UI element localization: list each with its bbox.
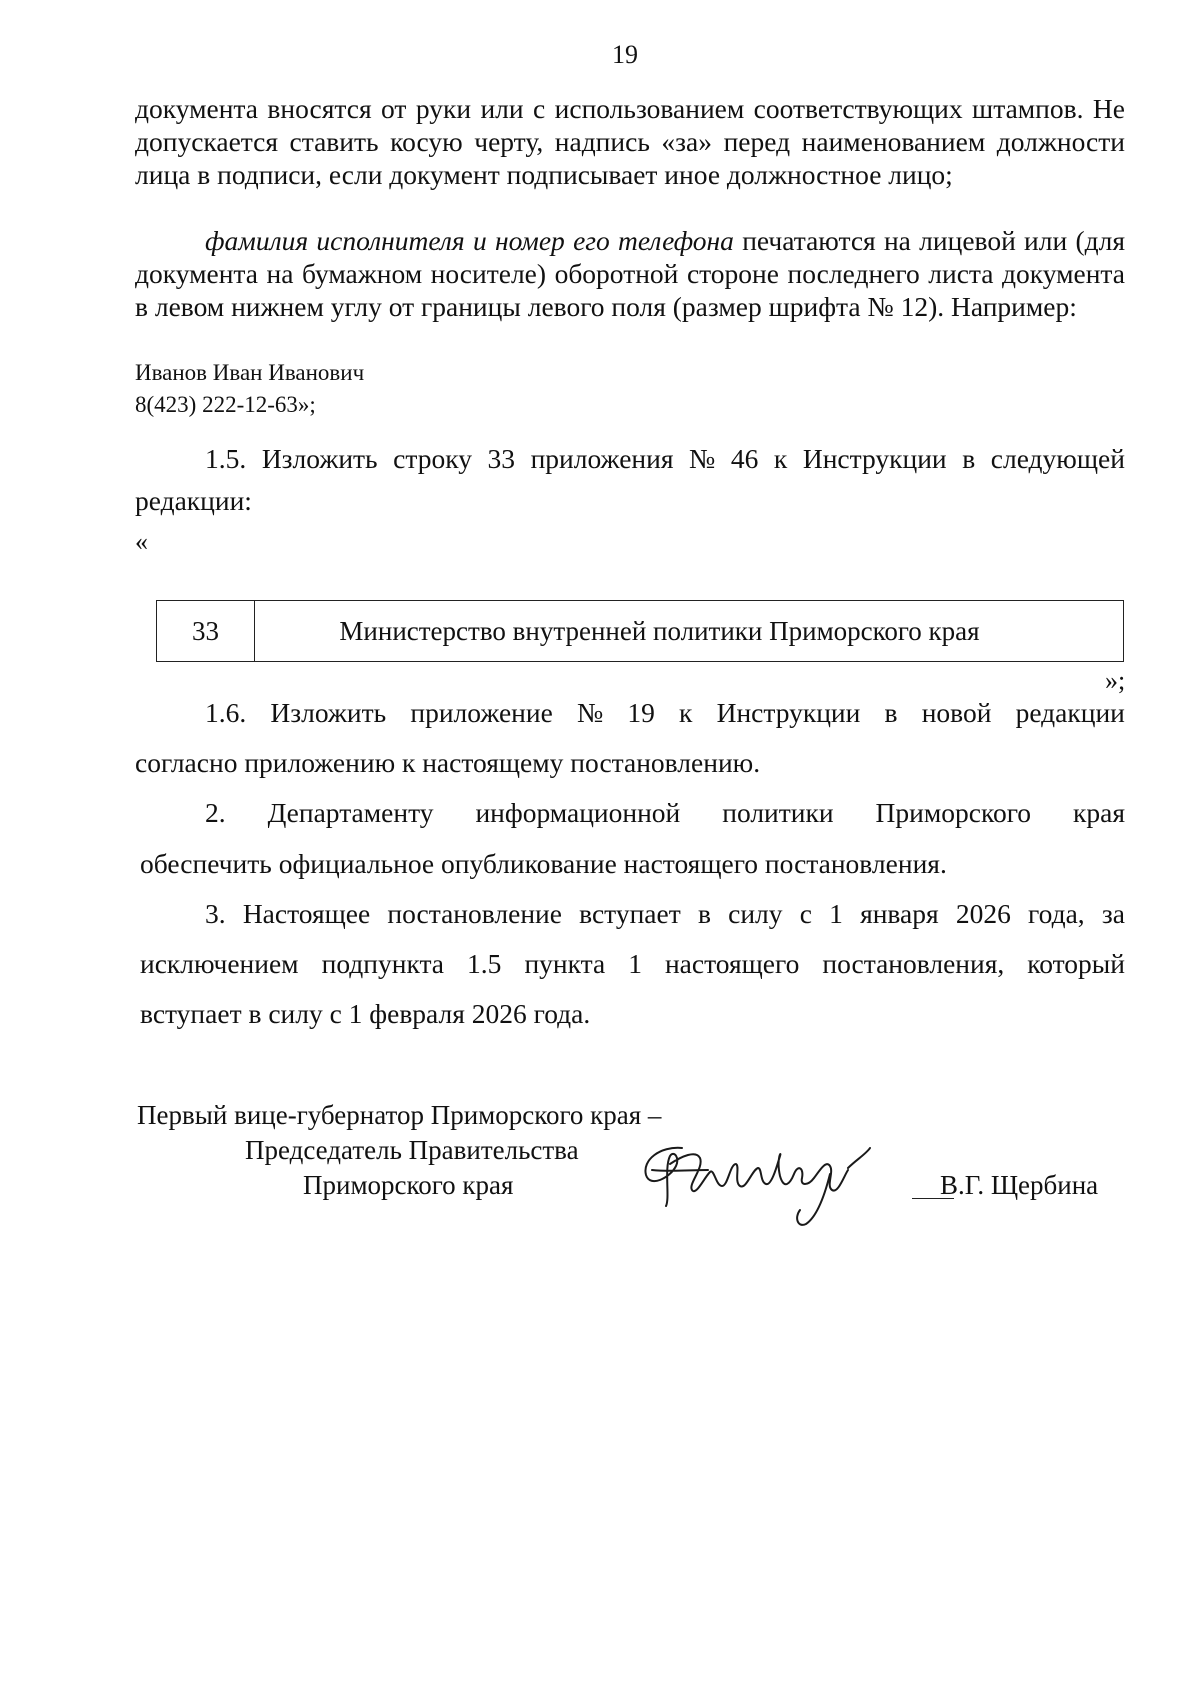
item-1-6-word: Инструкции bbox=[716, 697, 861, 728]
item-2-word: 2. bbox=[205, 797, 226, 828]
item-3-line2-word: постановления, bbox=[822, 948, 1005, 979]
row-number-cell: 33 bbox=[157, 601, 255, 662]
executor-note-italic: фамилия исполнителя и номер его телефона bbox=[205, 225, 734, 256]
item-3-line2-word: который bbox=[1027, 948, 1125, 979]
item-3-line2-word: 1 bbox=[628, 948, 642, 979]
item-1-6-word: приложение bbox=[410, 697, 553, 728]
example-phone: 8(423) 222-12-63»; bbox=[135, 392, 316, 417]
item-1-6-word: новой bbox=[921, 697, 992, 728]
item-1-5-word: Изложить bbox=[261, 443, 378, 474]
item-1-5-word: 46 bbox=[730, 443, 759, 474]
item-1-6-line2: согласно приложению к настоящему постановлению. bbox=[135, 747, 761, 778]
item-2-word: Департаменту bbox=[267, 797, 434, 828]
page-number: 19 bbox=[612, 40, 638, 69]
item-2-word: политики bbox=[722, 797, 834, 828]
item-3-word: постановление bbox=[387, 898, 562, 929]
item-3-line3: вступает в силу с 1 февраля 2026 года. bbox=[140, 998, 591, 1029]
item-1-6-word: в bbox=[884, 697, 898, 728]
item-1-6-line1 bbox=[205, 697, 1125, 729]
item-3-word: 3. bbox=[205, 898, 226, 929]
item-3-line1 bbox=[205, 898, 1125, 930]
item-1-5-word: № bbox=[689, 443, 716, 474]
signer-name: В.Г. Щербина bbox=[940, 1170, 1099, 1200]
item-2-word: края bbox=[1073, 797, 1125, 828]
item-3-word: силу bbox=[728, 898, 783, 929]
item-3-line2-word: пункта bbox=[524, 948, 606, 979]
item-1-6-word: № bbox=[576, 697, 604, 728]
item-1-6-word: редакции bbox=[1015, 697, 1125, 728]
item-2-line2: обеспечить официальное опубликование настоящего постановления. bbox=[140, 848, 947, 879]
example-name: Иванов Иван Иванович bbox=[135, 360, 365, 385]
item-1-5-word: Инструкции bbox=[802, 443, 947, 474]
item-3-word: в bbox=[697, 898, 711, 929]
table-row bbox=[157, 601, 1124, 662]
item-1-5-word: в bbox=[962, 443, 976, 474]
item-3-word: вступает bbox=[579, 898, 681, 929]
item-1-6-word: Изложить bbox=[270, 697, 387, 728]
handwritten-signature bbox=[630, 1120, 910, 1235]
item-3-word: 1 bbox=[829, 898, 843, 929]
signer-position-line1: Первый вице-губернатор Приморского края – bbox=[137, 1100, 662, 1130]
executor-note-paragraph bbox=[135, 224, 1125, 323]
item-3-line2-word: 1.5 bbox=[467, 948, 502, 979]
item-1-6-word: к bbox=[679, 697, 693, 728]
item-3-line2-word: настоящего bbox=[664, 948, 800, 979]
open-quote: « bbox=[135, 527, 148, 556]
signer-position-line2: Председатель Правительства bbox=[245, 1135, 579, 1165]
item-1-5-word: строку bbox=[393, 443, 472, 474]
item-1-5-line1 bbox=[205, 443, 1125, 475]
item-1-5-line2: редакции: bbox=[135, 485, 252, 516]
item-3-word: января bbox=[860, 898, 939, 929]
item-3-word: Настоящее bbox=[242, 898, 371, 929]
executor-note-text: печатаются на лицевой или (для документа на бумажном носителе) оборотной стороне последнего листа документа в левом нижнем углу от границы левого поля (размер шрифта № 12). Например: bbox=[135, 225, 1125, 322]
item-2-word: Приморского bbox=[875, 797, 1032, 828]
item-2-line1 bbox=[205, 797, 1125, 829]
item-3-line2-word: исключением bbox=[140, 948, 299, 979]
item-1-6-word: 19 bbox=[627, 697, 655, 728]
item-1-5-word: 1.5. bbox=[205, 443, 247, 474]
instruction-table bbox=[156, 600, 1124, 662]
item-3-word: года, bbox=[1028, 898, 1085, 929]
row-name-cell: Министерство внутренней политики Приморского края bbox=[255, 601, 1124, 662]
item-1-5-word: к bbox=[773, 443, 788, 474]
item-3-word: 2026 bbox=[955, 898, 1011, 929]
item-3-word: с bbox=[799, 898, 812, 929]
intro-paragraph: документа вносятся от руки или с использованием соответствующих штампов. Не допускается ставить косую черту, надпись «за» перед наименованием должности лица в подписи, если документ подписывает иное должностное лицо; bbox=[135, 93, 1125, 190]
item-1-5-word: следующей bbox=[990, 443, 1125, 474]
item-3-line2-word: подпункта bbox=[321, 948, 445, 979]
item-1-5-word: 33 bbox=[487, 443, 516, 474]
close-quote: »; bbox=[1105, 666, 1126, 695]
signer-position-line3: Приморского края bbox=[303, 1170, 514, 1200]
item-1-5-word: приложения bbox=[530, 443, 674, 474]
item-3-line2 bbox=[140, 948, 1125, 980]
item-1-6-word: 1.6. bbox=[205, 697, 247, 728]
item-3-word: за bbox=[1101, 898, 1125, 929]
item-2-word: информационной bbox=[475, 797, 681, 828]
